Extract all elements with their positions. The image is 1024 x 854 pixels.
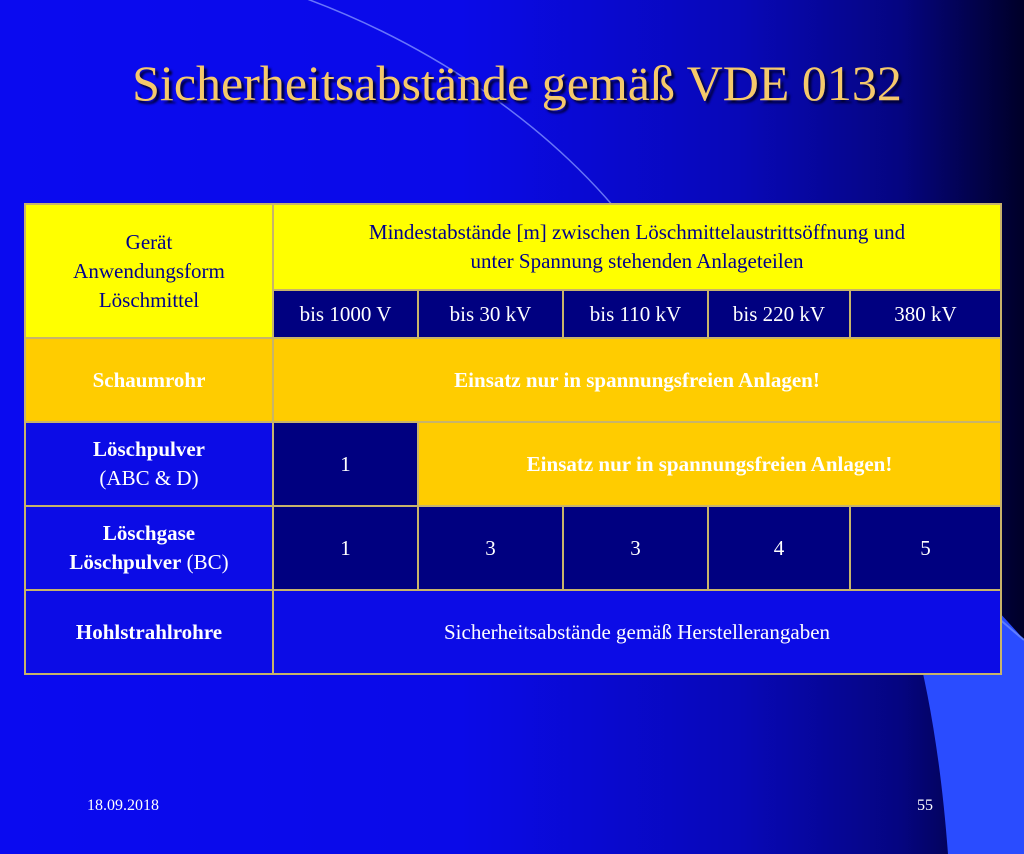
row-label-loeschgase-bc [25, 506, 273, 590]
voltage-header-30kv: bis 30 kV [418, 290, 563, 338]
value-loeschgase-220kv: 4 [708, 506, 850, 590]
slide-title: Sicherheitsabstände gemäß VDE 0132 [132, 55, 902, 111]
row-label-loeschpulver-bc: Löschpulver [69, 550, 182, 574]
voltage-header-220kv: bis 220 kV [708, 290, 850, 338]
voltage-header-1000v: bis 1000 V [273, 290, 418, 338]
row-sublabel-bc: (BC) [186, 550, 229, 574]
header-distance-line-1: Mindestabstände [m] zwischen Löschmittelaustrittsöffnung und [368, 220, 906, 244]
row-label-hohlstrahlrohre: Hohlstrahlrohre [25, 590, 273, 674]
row-label-schaumrohr: Schaumrohr [25, 338, 273, 422]
voltage-header-110kv: bis 110 kV [563, 290, 708, 338]
header-application-label: Anwendungsform [73, 258, 225, 283]
header-agent-label: Löschmittel [98, 287, 200, 312]
header-distance-cell [273, 204, 1001, 290]
safety-distance-table [24, 203, 1002, 675]
value-loeschpulver-1000v: 1 [273, 422, 418, 506]
row-note-loeschpulver: Einsatz nur in spannungsfreien Anlagen! [418, 422, 1001, 506]
row-label-loeschpulver-abc [25, 422, 273, 506]
voltage-header-380kv: 380 kV [850, 290, 1001, 338]
row-label-loeschpulver: Löschpulver [92, 437, 205, 461]
row-note-schaumrohr: Einsatz nur in spannungsfreien Anlagen! [273, 338, 1001, 422]
value-loeschgase-1000v: 1 [273, 506, 418, 590]
value-loeschgase-110kv: 3 [563, 506, 708, 590]
header-device-cell [25, 204, 273, 338]
row-label-loeschgase: Löschgase [102, 521, 196, 545]
header-distance-line-2: unter Spannung stehenden Anlageteilen [470, 249, 804, 273]
slide-page-number: 55 [917, 797, 933, 814]
value-loeschgase-30kv: 3 [418, 506, 563, 590]
row-note-hohlstrahlrohre: Sicherheitsabstände gemäß Herstellerangaben [273, 590, 1001, 674]
row-sublabel-abc-d: (ABC & D) [99, 466, 199, 490]
header-device-label: Gerät [125, 229, 173, 254]
slide-date: 18.09.2018 [87, 797, 159, 814]
value-loeschgase-380kv: 5 [850, 506, 1001, 590]
